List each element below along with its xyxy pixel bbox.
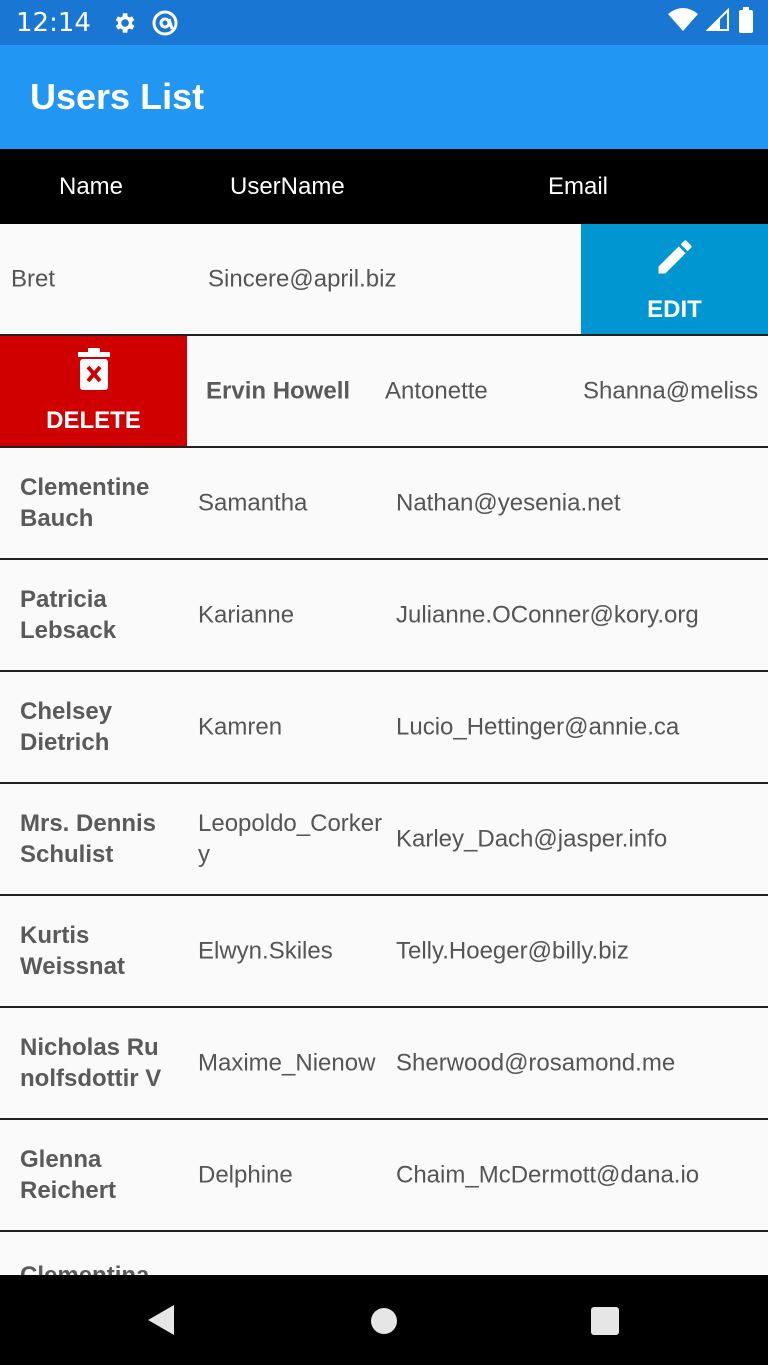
list-item[interactable] [0,1008,768,1120]
email-cell: Shanna@meliss [583,377,759,405]
edit-label: EDIT [647,295,702,323]
status-bar [0,0,768,45]
recents-icon[interactable] [590,1306,620,1341]
username-cell: Delphine [198,1161,293,1189]
edit-button[interactable] [581,224,768,334]
home-icon[interactable] [369,1306,399,1341]
name-cell: Kurtis Weissnat [20,922,125,980]
username-cell: Maxime_Nienow [198,1049,376,1077]
list-item[interactable] [0,1120,768,1232]
column-header-email: Email [548,173,609,200]
list-item[interactable] [0,224,768,336]
gear-icon [111,10,137,36]
trash-icon [77,348,111,397]
email-cell: Julianne.OConner@kory.org [396,601,699,629]
list-item[interactable] [0,336,768,448]
users-list[interactable] [0,224,768,1275]
username-cell: Elwyn.Skiles [198,937,333,965]
email-cell: Nathan@yesenia.net [396,489,621,517]
battery-icon [738,7,754,38]
navigation-bar [0,1275,768,1365]
email-cell: Chaim_McDermott@dana.io [396,1161,700,1189]
name-cell: Mrs. Dennis Schulist [20,810,157,868]
table-header [0,149,768,224]
back-icon[interactable] [146,1303,176,1342]
delete-label: DELETE [46,406,141,434]
username-cell: Bret [11,265,56,293]
username-cell: Samantha [198,489,308,517]
status-time: 12:14 [16,7,91,38]
pencil-icon [653,235,697,286]
name-cell: Patricia Lebsack [20,586,117,644]
list-item[interactable] [0,672,768,784]
username-cell: Antonette [385,377,488,405]
list-item[interactable] [0,560,768,672]
name-cell: Glenna Reichert [20,1146,117,1204]
username-cell: Kamren [198,713,283,741]
column-header-username: UserName [230,173,345,200]
name-cell: Nicholas Runolfsdottir V [20,1034,162,1092]
list-item[interactable] [0,448,768,560]
column-header-name: Name [59,173,124,200]
app-bar [0,45,768,149]
name-cell: Ervin Howell [206,377,351,405]
wifi-icon [668,8,698,37]
email-cell: Sherwood@rosamond.me [396,1049,676,1077]
list-item[interactable] [0,896,768,1008]
email-cell: Karley_Dach@jasper.info [396,825,668,853]
email-cell: Sincere@april.biz [208,265,397,293]
username-cell: Karianne [198,601,295,629]
name-cell: Chelsey Dietrich [20,698,113,756]
username-cell: Leopoldo_Corkery [198,810,383,868]
list-item[interactable] [0,784,768,896]
email-cell: Telly.Hoeger@billy.biz [396,937,629,965]
name-cell: Clementine Bauch [20,474,150,532]
cellular-signal-icon [706,8,730,37]
page-title: Users List [30,76,205,117]
delete-button[interactable] [0,336,187,446]
email-cell: Lucio_Hettinger@annie.ca [396,713,680,741]
at-sign-icon [151,9,179,37]
